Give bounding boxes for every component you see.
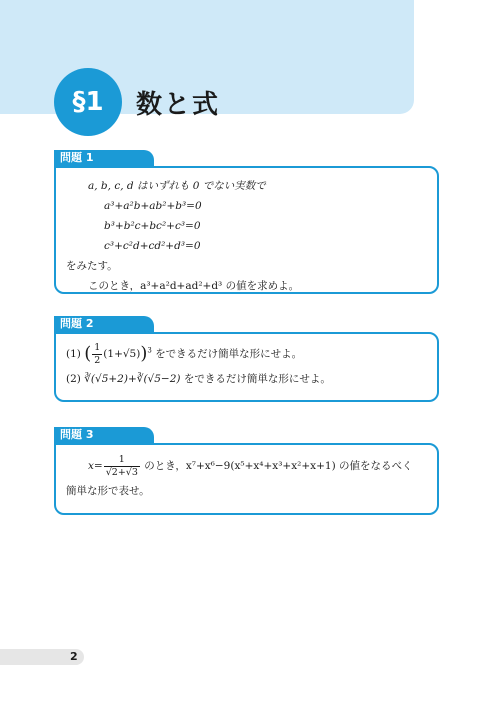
section-mark: §1 <box>54 68 122 136</box>
frac-den: 2 <box>94 354 101 366</box>
problem-1 <box>54 150 439 294</box>
problem-3-box <box>54 443 439 515</box>
problem-3-fraction <box>104 454 140 479</box>
problem-3-frac-num: 1 <box>104 454 140 467</box>
fraction <box>92 342 102 367</box>
paren-close: ) <box>140 343 148 364</box>
problem-2 <box>54 316 439 402</box>
problem-1-question: このとき，a³+a²d+ad²+d³ の値を求めよ。 <box>88 280 300 292</box>
problem-1-line-5: をみたす。 <box>66 260 118 272</box>
problem-3-text-1: のとき，x⁷+x⁶−9(x⁵+x⁴+x³+x²+x+1) の値をなるべく <box>144 460 413 472</box>
inner-expr: (1+√5) <box>103 348 141 360</box>
page-number: 2 <box>70 650 78 663</box>
problem-1-eq-3: c³+c²d+cd²+d³=0 <box>104 240 201 252</box>
problem-1-line-1: a, b, c, d はいずれも 0 でない実数で <box>88 180 266 192</box>
problem-2-tab <box>54 316 154 332</box>
problem-3-line-1 <box>66 451 427 481</box>
problem-3-line-2: 簡単な形で表せ。 <box>66 485 150 497</box>
problem-3-frac-den: √2+√3 <box>105 466 138 478</box>
power: 3 <box>147 346 152 355</box>
problem-2-item-2-text: をできるだけ簡単な形にせよ。 <box>183 373 331 385</box>
problem-2-item-2 <box>66 368 427 390</box>
problem-3 <box>54 427 439 515</box>
problem-3-label: 問題 3 <box>60 428 94 441</box>
problem-3-x: x= <box>88 460 103 472</box>
problem-2-item-1 <box>66 340 427 368</box>
section-title: 数と式 <box>136 90 221 120</box>
problem-2-box <box>54 332 439 402</box>
problem-2-item-1-text: をできるだけ簡単な形にせよ。 <box>155 348 303 360</box>
problem-1-eq-2: b³+b²c+bc²+c³=0 <box>104 220 201 232</box>
problem-3-tab <box>54 427 154 443</box>
problem-1-box <box>54 166 439 294</box>
frac-num: 1 <box>94 341 101 353</box>
problem-2-item-2-expr: ∛(√5+2)+∛(√5−2) <box>84 373 181 385</box>
problem-1-eq-1: a³+a²b+ab²+b³=0 <box>104 200 202 212</box>
problem-1-tab <box>54 150 154 166</box>
problem-2-item-1-no: (1) <box>66 348 81 360</box>
problem-1-label: 問題 1 <box>60 151 94 164</box>
problem-2-item-2-no: (2) <box>66 373 81 385</box>
paren-open: ( <box>84 343 92 364</box>
problem-2-label: 問題 2 <box>60 317 94 330</box>
